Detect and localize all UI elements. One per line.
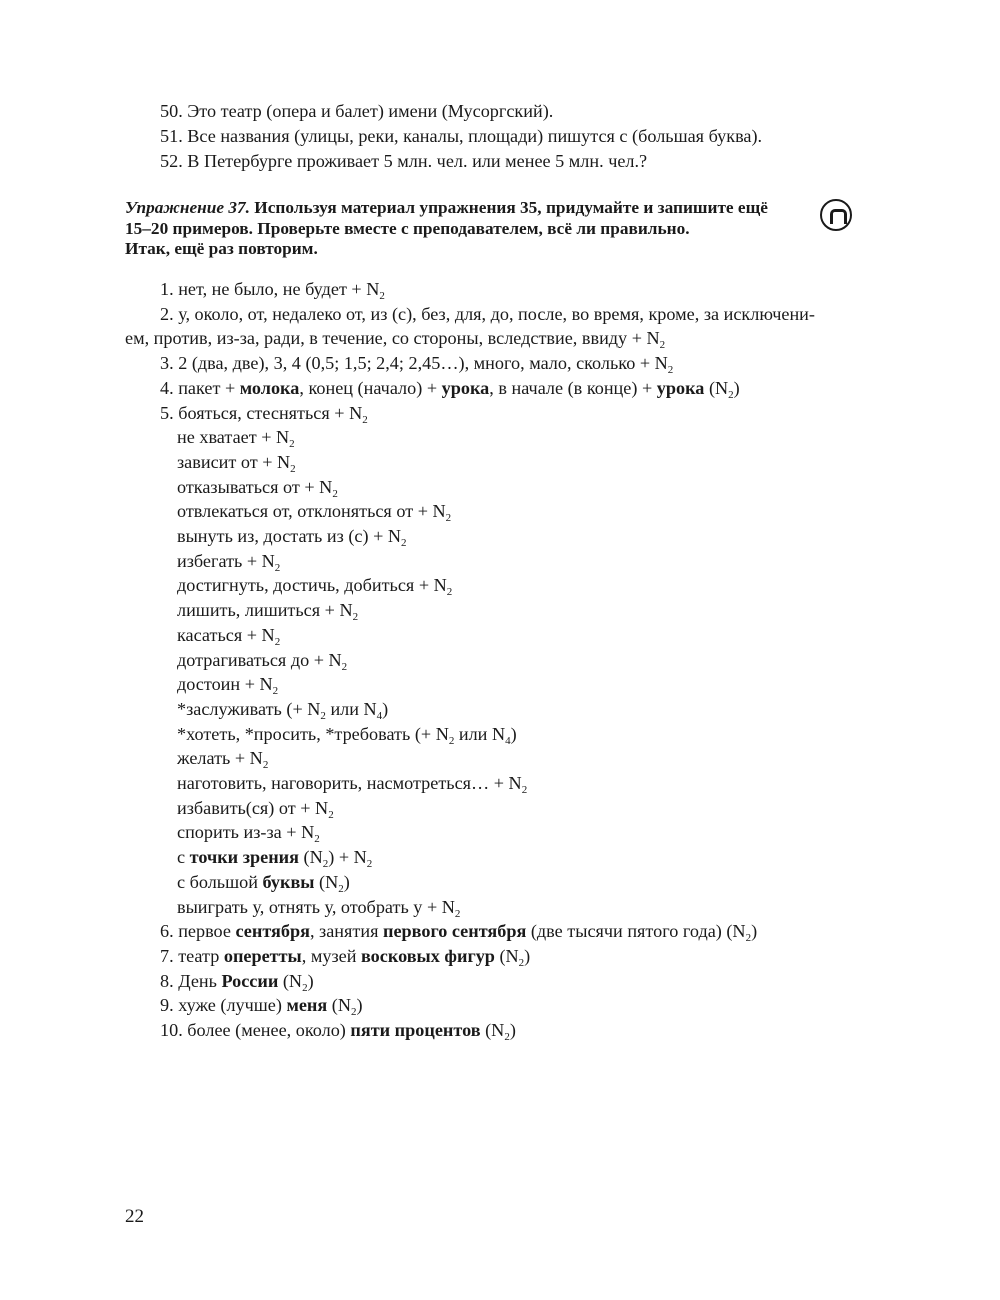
page-number: 22 (125, 1206, 144, 1227)
list-item (177, 426, 295, 451)
item-text: (две тысячи пятого года) (N (526, 921, 746, 942)
list-item (177, 772, 527, 794)
item-text: выиграть у, отнять у, отобрать у + N (177, 896, 455, 917)
item-text: ) (524, 945, 531, 966)
case-subscript: 2 (314, 833, 320, 846)
item-text: касаться + N (177, 624, 275, 645)
item-text: или N (454, 723, 506, 744)
list-item (177, 500, 452, 525)
case-subscript: 2 (745, 932, 752, 945)
case-subscript: 2 (290, 462, 296, 475)
list-item (177, 747, 269, 772)
item-text: или N (325, 698, 377, 719)
bold-term: меня (286, 995, 328, 1016)
item-text: (N (299, 847, 323, 868)
list-item (125, 327, 666, 352)
list-item (177, 698, 388, 720)
exercise-instruction-line (125, 197, 768, 218)
case-subscript: 2 (659, 339, 666, 352)
case-subscript: 2 (328, 808, 334, 821)
list-item (160, 1019, 516, 1041)
item-text: (N (704, 377, 729, 398)
bold-term: восковых фигур (360, 945, 495, 966)
bold-term: пяти процентов (350, 1020, 481, 1040)
item-text: ) (509, 1020, 516, 1040)
item-text: не хватает + N (177, 427, 290, 448)
list-item (177, 673, 279, 698)
list-item (177, 649, 347, 671)
letter-p-circle-icon (820, 199, 852, 231)
item-text: 7. театр (160, 945, 224, 966)
case-subscript: 2 (445, 512, 452, 525)
case-subscript: 4 (376, 709, 383, 722)
case-subscript: 4 (505, 734, 511, 747)
case-subscript: 2 (518, 956, 525, 969)
case-subscript: 2 (274, 561, 281, 574)
case-subscript: 2 (401, 537, 407, 549)
item-text: ) (733, 377, 740, 398)
list-item (160, 278, 385, 300)
case-subscript: 2 (341, 660, 348, 673)
item-text: ) (343, 871, 350, 892)
case-subscript: 2 (272, 685, 279, 698)
list-item: 50. Это театр (опера и балет) имени (Мусоргский). (160, 101, 554, 121)
item-text: , занятия (309, 921, 383, 942)
item-text: (N (278, 970, 303, 991)
item-text: отказываться от + N (177, 476, 333, 497)
item-text: *хотеть, *просить, *требовать (+ N (177, 723, 449, 744)
list-item (177, 574, 453, 599)
letter-p-glyph (830, 209, 847, 224)
bold-term: первого сентября (382, 921, 527, 942)
list-item: 51. Все названия (улицы, реки, каналы, площади) пишутся с (большая буква). (160, 126, 763, 146)
case-subscript: 2 (352, 611, 359, 624)
item-text: с большой (177, 871, 263, 892)
item-text: отвлекаться от, отклоняться от + N (177, 501, 446, 522)
exercise-instruction-text: Используя материал упражнения 35, придумайте и запишите ещё (249, 198, 768, 217)
list-item (160, 352, 674, 377)
item-text: 1. нет, не было, не будет + N (160, 279, 380, 299)
item-text: (N (494, 945, 519, 966)
case-subscript: 2 (521, 784, 528, 796)
item-text: ) (382, 698, 389, 719)
item-text: *заслуживать (+ N (177, 698, 321, 719)
item-text: избавить(ся) от + N (177, 797, 329, 818)
list-item (177, 550, 280, 572)
item-text: спорить из-за + N (177, 822, 315, 843)
case-subscript: 2 (667, 364, 674, 377)
case-subscript: 2 (322, 858, 329, 871)
item-text: (N (480, 1020, 505, 1040)
item-text: ) (751, 921, 758, 942)
case-subscript: 2 (262, 759, 269, 772)
list-item (177, 797, 334, 819)
case-subscript: 2 (332, 487, 338, 500)
bold-term: России (221, 970, 279, 991)
item-text: 8. День (160, 970, 222, 991)
case-subscript: 2 (320, 709, 326, 722)
list-item (160, 970, 314, 992)
item-text: 3. 2 (два, две), 3, 4 (0,5; 1,5; 2,4; 2,45…), много, мало, сколько + N (160, 353, 668, 374)
case-subscript: 2 (302, 981, 308, 994)
list-item (177, 896, 460, 918)
case-subscript: 2 (728, 388, 734, 401)
item-text: наготовить, наговорить, насмотреться… + N (177, 773, 522, 793)
bold-term: точки зрения (189, 847, 299, 868)
item-text: с (177, 847, 190, 868)
item-text: ) (510, 723, 517, 744)
case-subscript: 2 (448, 734, 455, 747)
list-item (160, 945, 530, 967)
item-text: 4. пакет + (160, 377, 240, 398)
item-text: 2. у, около, от, недалеко от, из (с), без, для, до, после, во время, кроме, за исключени- (160, 303, 815, 324)
list-item (160, 402, 368, 424)
item-text: желать + N (177, 748, 263, 769)
item-text: достоин + N (177, 674, 273, 695)
bold-term: оперетты (223, 945, 302, 966)
case-subscript: 2 (338, 882, 344, 895)
list-item: 52. В Петербурге проживает 5 млн. чел. или менее 5 млн. чел.? (160, 151, 648, 171)
list-item (177, 846, 373, 871)
item-text: ) (307, 970, 314, 991)
case-subscript: 2 (366, 858, 373, 871)
case-subscript: 2 (350, 1006, 357, 1019)
list-item (160, 377, 740, 399)
list-item (160, 303, 815, 325)
case-subscript: 2 (289, 438, 295, 451)
list-item (177, 821, 320, 846)
exercise-label: Упражнение 37. (125, 198, 250, 217)
item-text: зависит от + N (177, 451, 291, 472)
case-subscript: 2 (504, 1031, 510, 1043)
item-text: , в начале (в конце) + (489, 377, 657, 398)
item-text: достигнуть, достичь, добиться + N (177, 575, 447, 596)
item-text: избегать + N (177, 550, 275, 571)
item-text: (N (314, 871, 339, 892)
exercise-instruction-line: 15–20 примеров. Проверьте вместе с преподавателем, всё ли правильно. (125, 218, 690, 238)
item-text: 10. более (менее, около) (160, 1020, 351, 1040)
exercise-instruction-line: Итак, ещё раз повторим. (125, 239, 318, 258)
list-item (177, 871, 350, 893)
list-item (177, 476, 338, 498)
case-subscript: 2 (446, 586, 453, 599)
item-text: вынуть из, достать из (с) + N (177, 526, 402, 546)
bold-term: урока (441, 377, 490, 398)
bold-term: сентября (235, 921, 310, 942)
case-subscript: 2 (379, 290, 385, 302)
case-subscript: 2 (274, 635, 281, 648)
list-item (177, 451, 296, 473)
case-subscript: 2 (362, 413, 368, 426)
item-text: лишить, лишиться + N (177, 600, 353, 621)
item-text: , музей (301, 945, 361, 966)
list-item (177, 525, 407, 547)
item-text: ) + N (328, 847, 367, 868)
list-item (177, 599, 359, 624)
item-text: 5. бояться, стесняться + N (160, 402, 363, 423)
bold-term: молока (239, 377, 300, 398)
item-text: 6. первое (160, 921, 236, 942)
item-text: дотрагиваться до + N (177, 649, 342, 670)
list-item (160, 994, 363, 1019)
case-subscript: 2 (454, 907, 461, 920)
item-text: ) (356, 995, 363, 1016)
item-text: ем, против, из-за, ради, в течение, со стороны, вследствие, ввиду + N (125, 328, 660, 349)
list-item (177, 723, 517, 745)
list-item (177, 624, 280, 646)
item-text: (N (327, 995, 351, 1016)
item-text: 9. хуже (лучше) (160, 995, 287, 1016)
bold-term: урока (656, 377, 705, 398)
bold-term: буквы (262, 871, 315, 892)
item-text: , конец (начало) + (299, 377, 442, 398)
list-item (160, 920, 758, 945)
